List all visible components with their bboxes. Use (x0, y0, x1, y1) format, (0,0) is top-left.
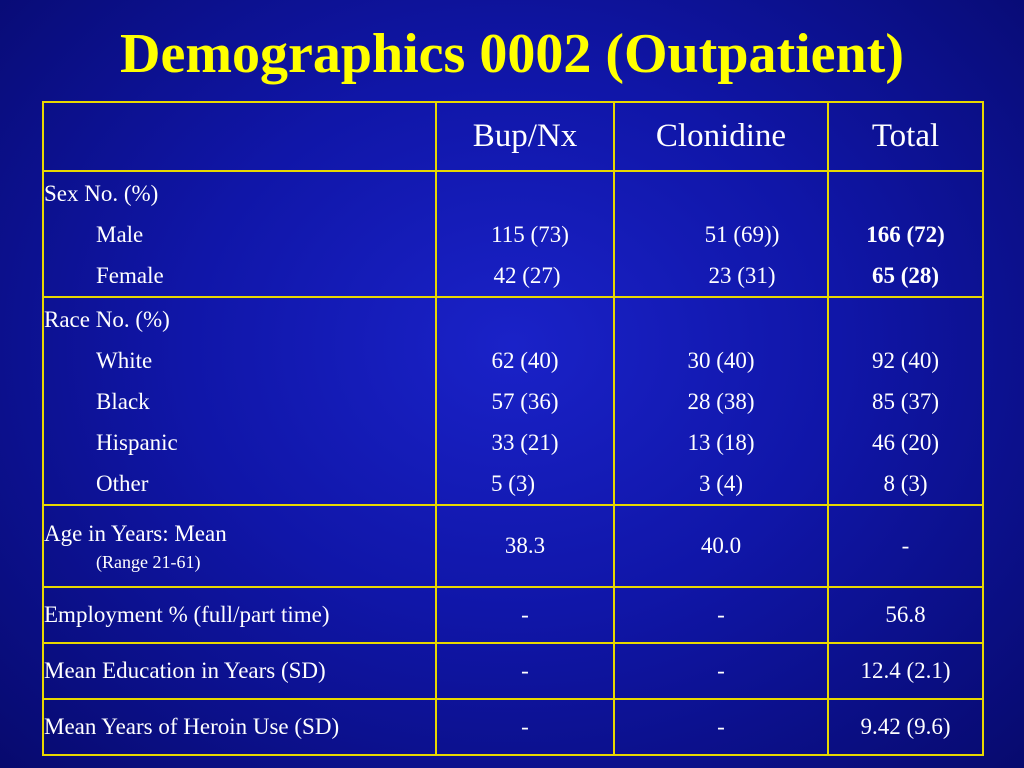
age-bupnx: 38.3 (436, 505, 614, 587)
race-other-clonidine: 3 (4) (698, 470, 744, 496)
race-hispanic-total: 46 (20) (871, 429, 940, 455)
race-bupnx-cell (436, 297, 614, 505)
heroin-label: Mean Years of Heroin Use (SD) (43, 699, 436, 755)
education-total: 12.4 (2.1) (828, 643, 983, 699)
race-white-total: 92 (40) (871, 347, 940, 373)
sex-female-clonidine: 23 (31) (708, 262, 776, 288)
table-row-employment (43, 587, 983, 643)
race-white-clonidine: 30 (40) (687, 347, 755, 373)
sex-total-cell (828, 171, 983, 297)
slide-title: Demographics 0002 (Outpatient) (120, 23, 904, 85)
race-other-bupnx: 5 (3) (490, 470, 536, 496)
age-label: Age in Years: Mean (44, 521, 227, 546)
sex-male-total: 166 (72) (866, 221, 945, 247)
sex-male-bupnx: 115 (73) (491, 221, 569, 247)
table-row-age (43, 505, 983, 587)
race-hispanic-bupnx: 33 (21) (491, 429, 559, 455)
sex-female-label: Female (96, 262, 164, 288)
race-black-label: Black (96, 388, 150, 414)
table-row-race (43, 297, 983, 505)
column-header-clonidine: Clonidine (614, 102, 828, 171)
column-header-empty (43, 102, 436, 171)
education-label: Mean Education in Years (SD) (43, 643, 436, 699)
race-white-label: White (96, 347, 153, 373)
race-header: Race No. (%) (44, 306, 170, 332)
sex-bupnx-cell (436, 171, 614, 297)
sex-male-label: Male (96, 221, 144, 247)
race-hispanic-label: Hispanic (96, 429, 178, 455)
education-bupnx: - (436, 643, 614, 699)
race-black-clonidine: 28 (38) (687, 388, 755, 414)
heroin-bupnx: - (436, 699, 614, 755)
heroin-total: 9.42 (9.6) (828, 699, 983, 755)
sex-female-total: 65 (28) (871, 262, 940, 288)
table-row-heroin (43, 699, 983, 755)
race-label-cell (43, 297, 436, 505)
race-other-total: 8 (3) (883, 470, 928, 496)
sex-male-clonidine: 51 (69)) (704, 221, 780, 247)
table-row-sex (43, 171, 983, 297)
education-clonidine: - (614, 643, 828, 699)
heroin-clonidine: - (614, 699, 828, 755)
race-black-bupnx: 57 (36) (491, 388, 559, 414)
race-white-bupnx: 62 (40) (491, 347, 559, 373)
age-label-cell (43, 505, 436, 587)
column-header-bupnx: Bup/Nx (436, 102, 614, 171)
employment-clonidine: - (614, 587, 828, 643)
employment-label: Employment % (full/part time) (43, 587, 436, 643)
race-hispanic-clonidine: 13 (18) (687, 429, 755, 455)
table-header-row (43, 102, 983, 171)
sex-label-cell (43, 171, 436, 297)
race-total-cell (828, 297, 983, 505)
employment-total: 56.8 (828, 587, 983, 643)
race-clonidine-cell (614, 297, 828, 505)
sex-header: Sex No. (%) (44, 180, 159, 206)
demographics-table (42, 101, 984, 756)
column-header-total: Total (828, 102, 983, 171)
age-total: - (828, 505, 983, 587)
sex-clonidine-cell (614, 171, 828, 297)
sex-female-bupnx: 42 (27) (493, 262, 561, 288)
employment-bupnx: - (436, 587, 614, 643)
age-clonidine: 40.0 (614, 505, 828, 587)
race-other-label: Other (96, 470, 149, 496)
table-row-education (43, 643, 983, 699)
age-range-label: (Range 21-61) (96, 552, 201, 572)
race-black-total: 85 (37) (871, 388, 940, 414)
